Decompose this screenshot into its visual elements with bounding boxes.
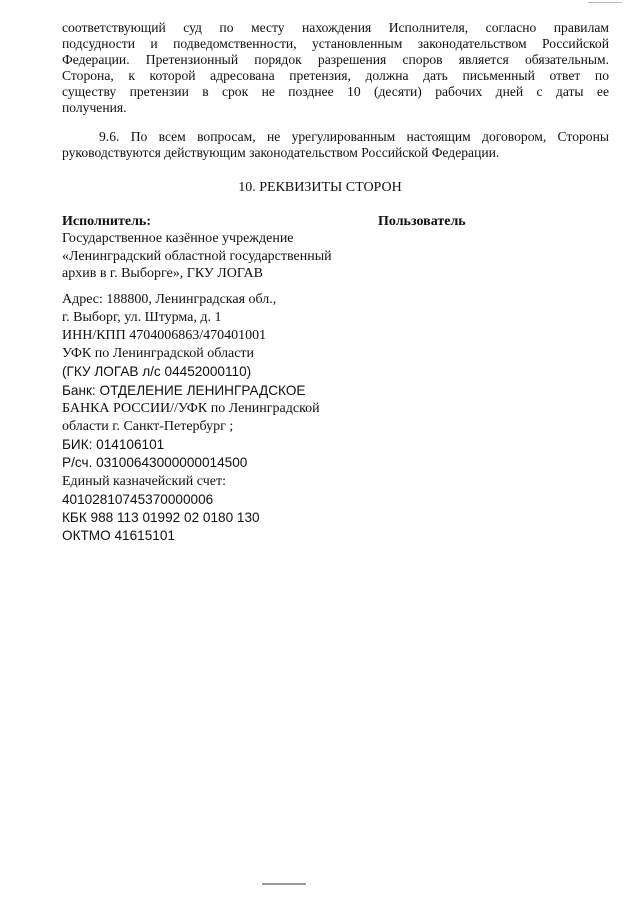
- executor-kbk: КБК 988 113 01992 02 0180 130: [62, 509, 260, 525]
- executor-address: Адрес: 188800, Ленинградская обл.,: [62, 291, 277, 307]
- executor-bik: БИК: 014106101: [62, 437, 165, 453]
- executor-oktmo: ОКТМО 41615101: [62, 528, 175, 544]
- executor-ufk: УФК по Ленинградской области: [62, 346, 255, 362]
- executor-address: г. Выборг, ул. Штурма, д. 1: [62, 309, 222, 325]
- scan-artifact: [262, 883, 306, 885]
- executor-inn-kpp: ИНН/КПП 4704006863/470401001: [62, 327, 267, 343]
- user-requisites: [378, 214, 466, 230]
- executor-org-line: «Ленинградский областной государственный: [62, 248, 332, 264]
- text-line: Сторона, к которой адресована претензия, должна дать письменный ответ по: [62, 68, 609, 83]
- terms-paragraph-disputes: [62, 20, 609, 116]
- scan-artifact: [588, 2, 622, 3]
- text-line: соответствующий суд по месту нахождения Исполнителя, согласно правилам: [62, 20, 609, 35]
- text-line: существу претензии в срок не позднее 10 (десяти) рабочих дней с даты ее: [62, 84, 609, 99]
- text-line: Федерации. Претензионный порядок разрешения споров является обязательным.: [62, 52, 609, 67]
- section-title: 10. РЕКВИЗИТЫ СТОРОН: [238, 180, 402, 195]
- executor-org-line: архив в г. Выборге», ГКУ ЛОГАВ: [62, 266, 263, 281]
- executor-account-personal: (ГКУ ЛОГАВ л/с 04452000110): [62, 364, 252, 380]
- executor-details: [62, 291, 362, 546]
- executor-bank: области г. Санкт-Петербург ;: [62, 418, 234, 434]
- executor-settlement-account: Р/сч. 03100643000000014500: [62, 455, 248, 471]
- terms-paragraph-9-6: [62, 129, 609, 161]
- executor-bank: Банк: ОТДЕЛЕНИЕ ЛЕНИНГРАДСКОЕ: [62, 382, 306, 398]
- executor-treasury-account: 40102810745370000006: [62, 491, 214, 507]
- text-line: получения.: [62, 100, 127, 115]
- executor-label: Исполнитель:: [62, 214, 151, 229]
- text-line: руководствуются действующим законодательством Российской Федерации.: [62, 145, 500, 160]
- text-line: 9.6. По всем вопросам, не урегулированным настоящим договором, Стороны: [99, 129, 609, 144]
- text-line: подсудности и подведомственности, установленным законодательством Российской: [62, 36, 609, 51]
- executor-bank: БАНКА РОССИИ//УФК по Ленинградской: [62, 400, 320, 416]
- executor-org-line: Государственное казённое учреждение: [62, 231, 294, 246]
- user-label: Пользователь: [378, 214, 466, 229]
- executor-requisites: [62, 214, 362, 545]
- executor-treasury-label: Единый казначейский счет:: [62, 473, 226, 489]
